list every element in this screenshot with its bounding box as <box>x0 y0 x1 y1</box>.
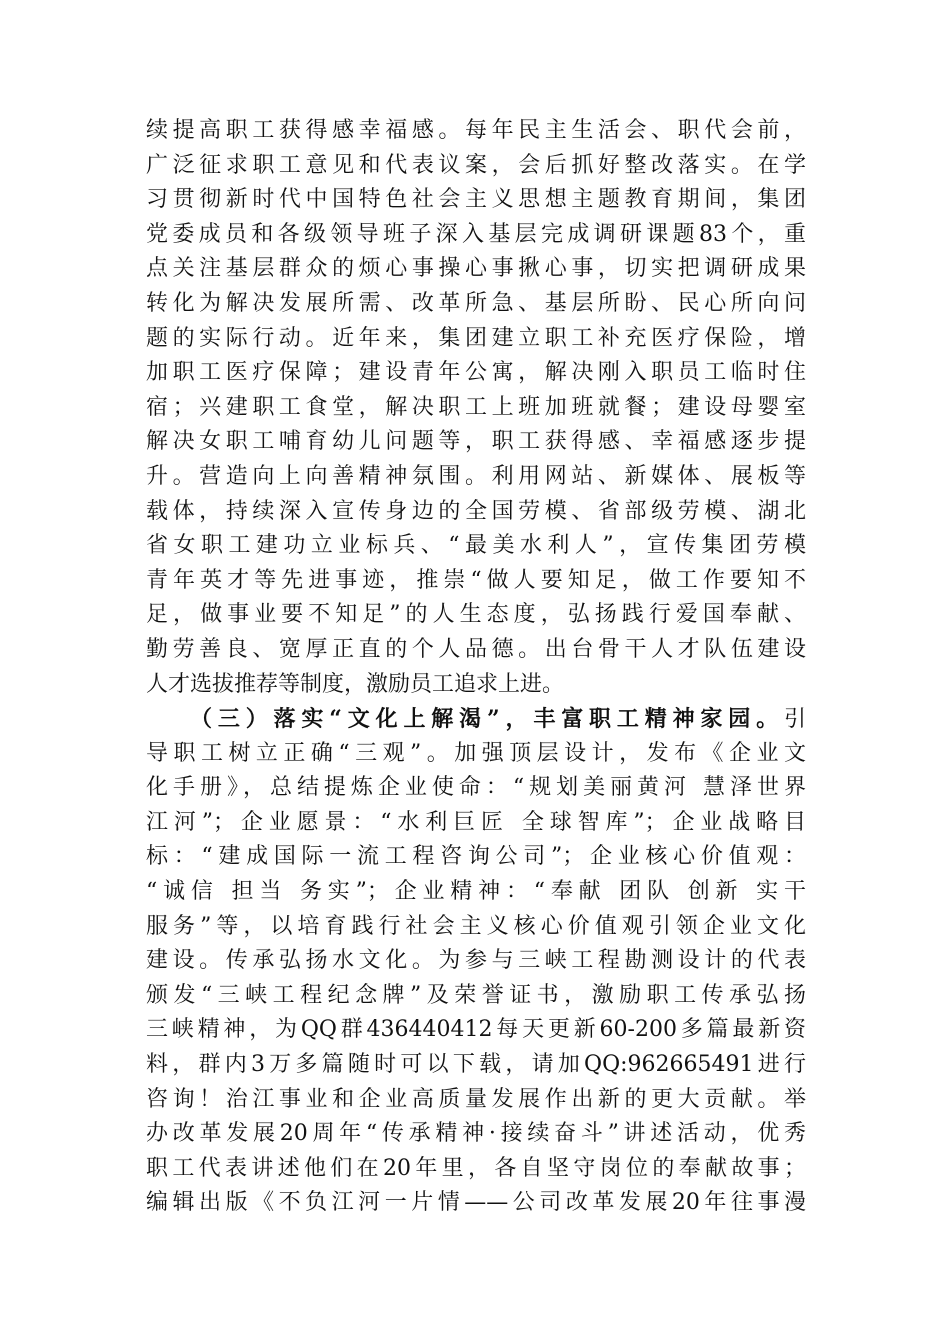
text-line: 载体，持续深入宣传身边的全国劳模、省部级劳模、湖北 <box>146 498 806 524</box>
text-line: 解决女职工哺育幼儿问题等，职工获得感、幸福感逐步提 <box>146 429 806 455</box>
heading-continuation: 引 <box>783 707 806 733</box>
text-line: 宿；兴建职工食堂，解决职工上班加班就餐；建设母婴室 <box>146 394 806 420</box>
text-line: 人才选拔推荐等制度，激励员工追求上进。 <box>146 671 565 697</box>
text-line: 编辑出版《不负江河一片情——公司改革发展20年往事漫 <box>146 1190 806 1216</box>
text-line: 广泛征求职工意见和代表议案，会后抓好整改落实。在学 <box>146 152 806 178</box>
body-text <box>146 114 806 1221</box>
text-line: 续提高职工获得感幸福感。每年民主生活会、职代会前， <box>146 118 806 143</box>
text-line: 三峡精神，为QQ群436440412每天更新60-200多篇最新资 <box>146 1017 806 1043</box>
text-line: 建设。传承弘扬水文化。为参与三峡工程勘测设计的代表 <box>146 948 806 974</box>
text-line: 导职工树立正确“三观”。加强顶层设计，发布《企业文 <box>146 740 806 766</box>
text-line: 青年英才等先进事迹，推崇“做人要知足，做工作要知不 <box>146 567 806 593</box>
text-line: 勤劳善良、宽厚正直的个人品德。出台骨干人才队伍建设 <box>146 636 806 662</box>
text-line: 点关注基层群众的烦心事操心事揪心事，切实把调研成果 <box>146 256 806 282</box>
paragraph-2 <box>146 702 806 1221</box>
text-line: 加职工医疗保障；建设青年公寓，解决刚入职员工临时住 <box>146 360 806 386</box>
text-line: 料，群内3万多篇随时可以下载，请加QQ:962665491进行 <box>146 1052 806 1078</box>
text-line: 省女职工建功立业标兵、“最美水利人”，宣传集团劳模 <box>146 533 806 559</box>
text-line: 足，做事业要不知足”的人生态度，弘扬践行爱国奉献、 <box>146 602 806 628</box>
text-line: 升。营造向上向善精神氛围。利用网站、新媒体、展板等 <box>146 463 806 489</box>
text-line: 党委成员和各级领导班子深入基层完成调研课题83个，重 <box>146 221 806 247</box>
text-line: 标：“建成国际一流工程咨询公司”；企业核心价值观： <box>146 844 806 870</box>
text-line: 服务”等，以培育践行社会主义核心价值观引领企业文化 <box>146 913 806 939</box>
paragraph-1 <box>146 114 806 702</box>
text-line: 职工代表讲述他们在20年里，各自坚守岗位的奉献故事； <box>146 1155 806 1181</box>
text-line: 化手册》，总结提炼企业使命：“规划美丽黄河 慧泽世界 <box>146 775 806 801</box>
text-line: 习贯彻新时代中国特色社会主义思想主题教育期间，集团 <box>146 187 806 213</box>
text-line: 咨询！治江事业和企业高质量发展作出新的更大贡献。举 <box>146 1086 806 1112</box>
text-line: 办改革发展20周年“传承精神·接续奋斗”讲述活动，优秀 <box>146 1121 806 1147</box>
text-line: 颁发“三峡工程纪念牌”及荣誉证书，激励职工传承弘扬 <box>146 982 806 1008</box>
text-line: 转化为解决发展所需、改革所急、基层所盼、民心所向问 <box>146 290 806 316</box>
text-line: 江河”；企业愿景：“水利巨匠 全球智库”；企业战略目 <box>146 809 806 835</box>
paragraph-2-first-line <box>146 702 806 737</box>
text-line: “诚信 担当 务实”；企业精神：“奉献 团队 创新 实干 <box>146 879 806 905</box>
text-line: 题的实际行动。近年来，集团建立职工补充医疗保险，增 <box>146 325 806 351</box>
section-heading: （三）落实“文化上解渴”，丰富职工精神家园。 <box>190 706 784 733</box>
